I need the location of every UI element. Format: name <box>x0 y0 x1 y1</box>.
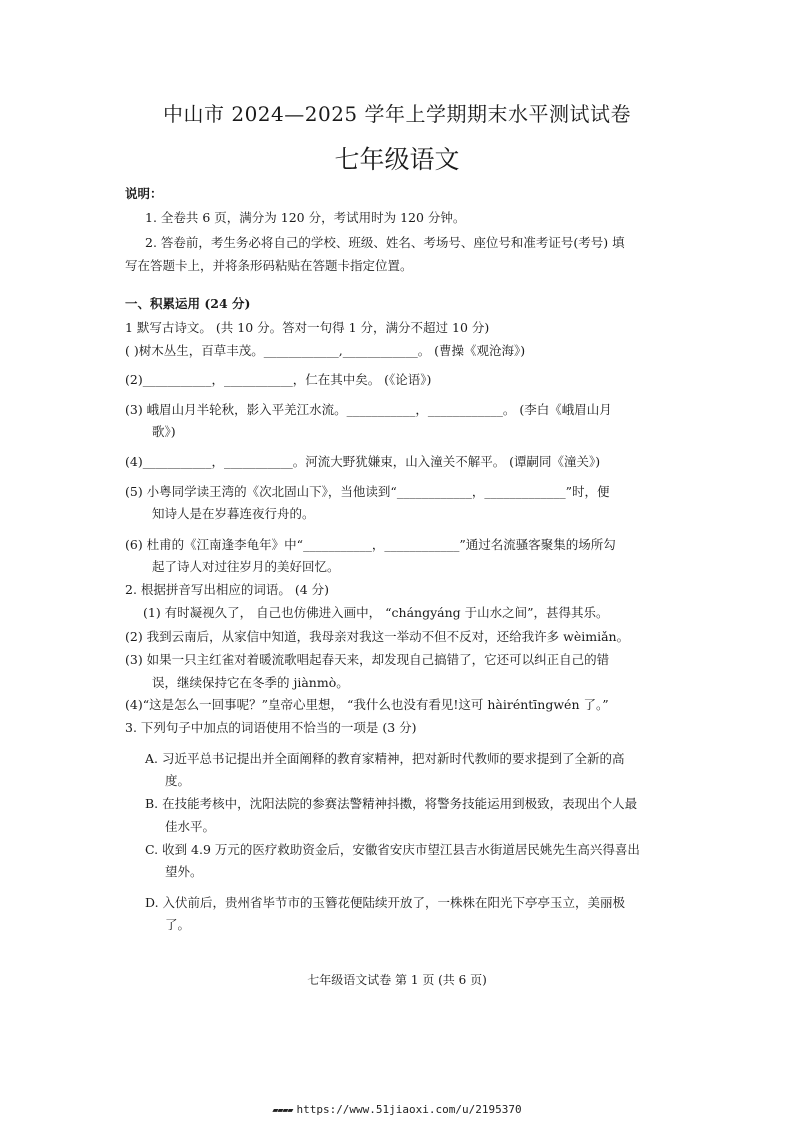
option-b-line2: 佳水平。 <box>165 819 216 834</box>
question-2-item-3a: (3) 如果一只主红雀对着暖流歌唱起春天来，却发现自己搞错了，它还可以纠正自己的错 <box>125 652 610 667</box>
question-1-line-5a: (5) 小粤同学读王湾的《次北固山下》，当他读到“____________，_____________”时，便 <box>125 484 610 499</box>
option-b-line1: B. 在技能考核中，沈阳法院的参赛法警精神抖擞，将警务技能运用到极致，表现出个人最 <box>145 796 638 811</box>
option-a-line2: 度。 <box>165 773 191 788</box>
question-1-line-4: (4)___________，___________。河流大野犹嫌束，山入潼关不解平。 (谭嗣同《潼关》) <box>125 454 601 469</box>
option-d-line1: D. 入伏前后，贵州省毕节市的玉簪花便陆续开放了，一株株在阳光下亭亭玉立，美丽极 <box>145 895 626 910</box>
option-d-line2: 了。 <box>165 917 191 932</box>
question-1-line-1: ( )树木丛生，百草丰茂。____________,____________。 (曹操《观沧海》) <box>125 343 526 358</box>
watermark-url[interactable]: https://www.51jiaoxi.com/u/2195370 <box>296 1103 522 1116</box>
instruction-item-2-line2: 写在答题卡上，并将条形码粘贴在答题卡指定位置。 <box>125 258 413 273</box>
option-c-line1: C. 收到 4.9 万元的医疗救助资金后，安徽省安庆市望江县吉水街道居民姚先生高兴得喜出 <box>145 842 640 857</box>
question-1-line-6a: (6) 杜甫的《江南逢李龟年》中“___________，____________”通过名流骚客聚集的场所勾 <box>125 537 616 552</box>
question-1-line-5b: 知诗人是在岁暮连夜行舟的。 <box>152 506 315 521</box>
instruction-item-2-line1: 2. 答卷前，考生务必将自己的学校、班级、姓名、考场号、座位号和准考证号(考号) 填 <box>145 235 625 250</box>
page-footer: 七年级语文试卷 第 1 页 (共 6 页) <box>307 973 487 987</box>
instructions-heading: 说明： <box>125 186 163 201</box>
question-2-item-4: (4)“这是怎么一回事呢？”皇帝心里想， “我什么也没有看见!这可 hàiréntīngwén 了。” <box>125 697 609 712</box>
question-2-item-1: (1) 有时凝视久了， 自己也仿佛进入画中， “chángyáng 于山水之间”，甚得其乐。 <box>143 605 609 620</box>
exam-title: 中山市 2024—2025 学年上学期期末水平测试试卷 <box>162 102 631 126</box>
question-3-stem: 3. 下列句子中加点的词语使用不恰当的一项是 (3 分) <box>125 720 417 735</box>
site-logo: ▰▰▰▰ <box>272 1105 293 1116</box>
question-1-line-3b: 歌》) <box>152 424 176 439</box>
option-c-line2: 望外。 <box>165 864 203 879</box>
question-2-item-3b: 误，继续保持它在冬季的 jiànmò。 <box>152 675 349 690</box>
option-a-line1: A. 习近平总书记提出并全面阐释的教育家精神，把对新时代教师的要求提到了全新的高 <box>145 751 625 766</box>
watermark <box>0 1103 794 1116</box>
question-1-line-6b: 起了诗人对过往岁月的美好回忆。 <box>152 559 340 574</box>
question-1-line-3a: (3) 峨眉山月半轮秋，影入平羌江水流。___________，____________。 (李白《峨眉山月 <box>125 402 612 417</box>
question-1-stem: 1 默写古诗文。 (共 10 分。答对一句得 1 分，满分不超过 10 分) <box>125 320 490 335</box>
section-heading: 一、积累运用 (24 分) <box>125 296 251 311</box>
question-2-stem: 2. 根据拼音写出相应的词语。 (4 分) <box>125 582 330 597</box>
instruction-item-1: 1. 全卷共 6 页，满分为 120 分，考试用时为 120 分钟。 <box>145 210 466 225</box>
question-1-line-2: (2)___________，___________，仁在其中矣。 (《论语》) <box>125 372 432 387</box>
question-2-item-2: (2) 我到云南后，从家信中知道，我母亲对我这一举动不但不反对，还给我许多 wèimiǎn。 <box>125 629 630 644</box>
subject-title: 七年级语文 <box>334 145 460 174</box>
